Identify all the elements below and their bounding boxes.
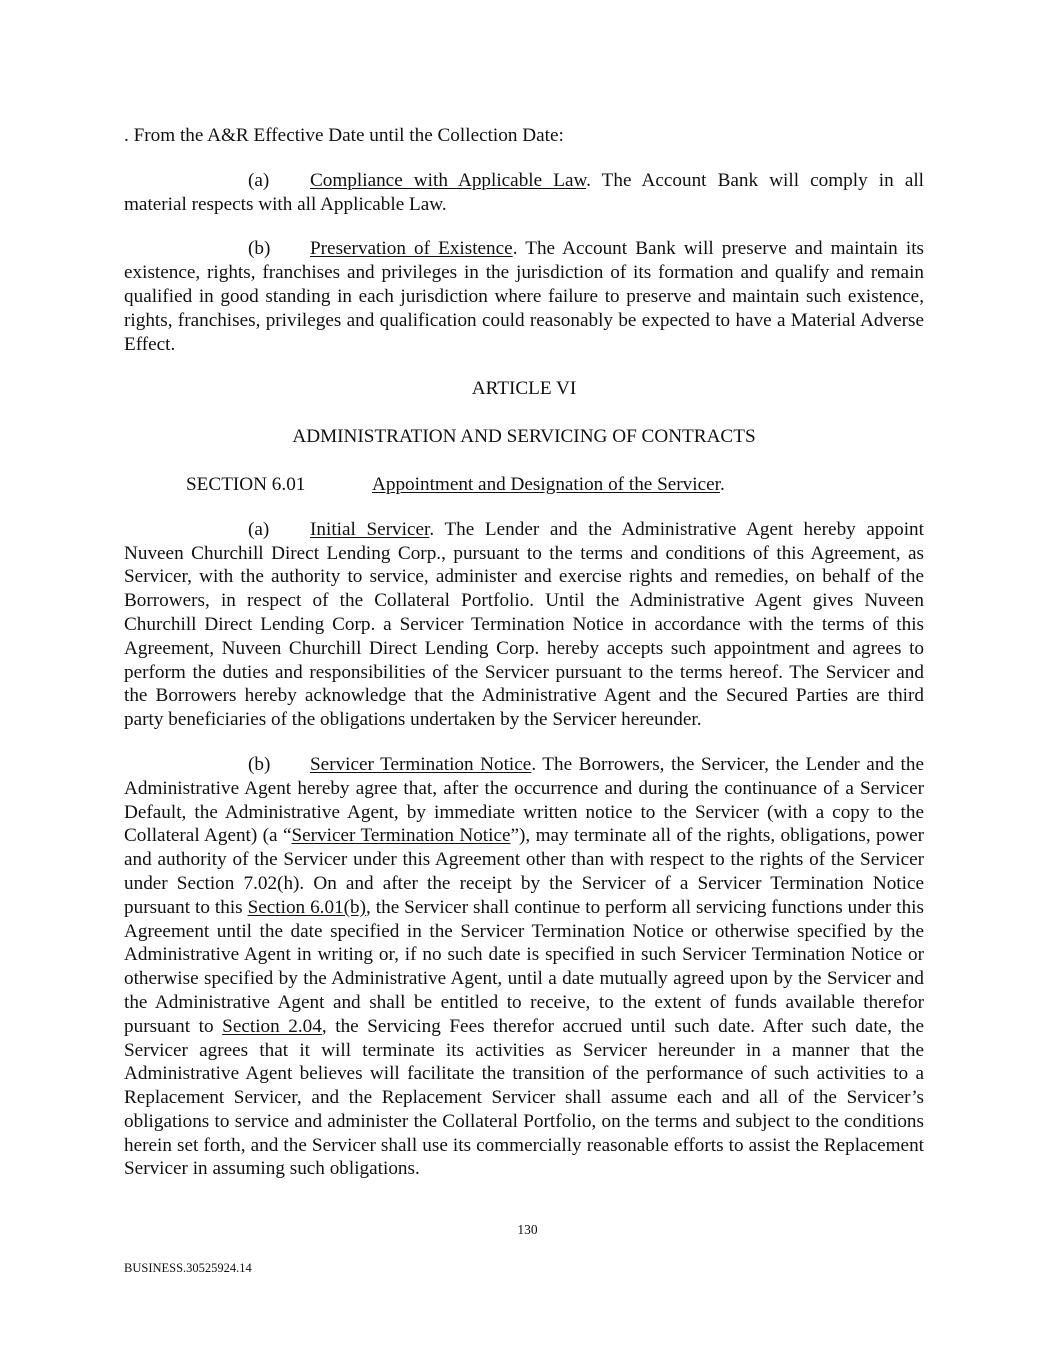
cross-reference: Section 6.01(b) <box>247 896 367 918</box>
defined-term: Servicer Termination Notice <box>291 825 511 847</box>
clause-label: (a) <box>248 169 270 191</box>
intro-line: . From the A&R Effective Date until the Collection Date: <box>124 125 564 146</box>
clause-text: , the Servicer shall continue to perform all servicing functions under this Agreement until the date specified in the Servicer Termination Notice or otherwise specified by the Administrative Agent in writing or, if no such date is specified in such Servicer Termination Notice or otherwise specified by the Administrative Agent, until a date mutually agreed upon by the Servicer and the Administrative Agent and shall be entitled to receive, to the extent of funds available therefor pursuant to <box>124 896 924 1037</box>
clause-6-a <box>124 518 924 732</box>
page-number: 130 <box>517 1222 538 1237</box>
clause-text: . The Account Bank will preserve and maintain its existence, rights, franchises and privileges in the jurisdiction of its formation and qualify and remain qualified in good standing in each jurisdiction where failure to preserve and maintain such existence, rights, franchises, privileges and qualification could reasonably be expected to have a Material Adverse Effect. <box>124 238 925 355</box>
clause-heading: Servicer Termination Notice <box>310 753 532 775</box>
clause-text: . The Borrowers, the Servicer, the Lender and the Administrative Agent hereby agree that, after the occurrence and during the continuance of a Servicer Default, the Administrative Agent, by immediate written notice to the Servicer (with a copy to the Collateral Agent) (a “ <box>124 753 924 847</box>
article-title: ADMINISTRATION AND SERVICING OF CONTRACTS <box>292 426 756 448</box>
clause-label: (a) <box>248 518 270 540</box>
section-title: Appointment and Designation of the Servicer <box>372 473 720 495</box>
clause-5-a <box>124 169 924 217</box>
clause-text: . The Lender and the Administrative Agent hereby appoint Nuveen Churchill Direct Lending Corp., pursuant to the terms and conditions of this Agreement, as Servicer, with the authority to service, administer and exercise rights and remedies, on behalf of the Borrowers, in respect of the Collateral Portfolio. Until the Administrative Agent gives Nuveen Churchill Direct Lending Corp. a Servicer Termination Notice in accordance with the terms of this Agreement, Nuveen Churchill Direct Lending Corp. hereby accepts such appointment and agrees to perform the duties and responsibilities of the Servicer pursuant to the terms hereof. The Servicer and the Borrowers hereby acknowledge that the Administrative Agent and the Secured Parties are third party beneficiaries of the obligations undertaken by the Servicer hereunder. <box>124 518 924 731</box>
section-title-suffix: . <box>719 473 725 495</box>
clause-heading: Initial Servicer <box>310 518 430 540</box>
clause-label: (b) <box>248 238 271 260</box>
clause-heading: Preservation of Existence <box>310 238 513 260</box>
section-heading <box>124 473 924 497</box>
document-page <box>124 124 924 1202</box>
clause-5-b <box>124 237 924 356</box>
document-id: BUSINESS.30525924.14 <box>124 1261 252 1275</box>
clause-label: (b) <box>248 753 271 775</box>
cross-reference: Section 2.04 <box>222 1015 322 1037</box>
clause-text: , the Servicing Fees therefor accrued until such date. After such date, the Servicer agrees that it will terminate its activities as Servicer hereunder in a manner that the Administrative Agent believes will facilitate the transition of the performance of such activities to a Replacement Servicer, and the Replacement Servicer shall assume each and all of the Servicer’s obligations to service and administer the Collateral Portfolio, on the terms and subject to the conditions herein set forth, and the Servicer shall use its commercially reasonable efforts to assist the Replacement Servicer in assuming such obligations. <box>124 1015 924 1180</box>
clause-text: . The Account Bank will comply in all material respects with all Applicable Law. <box>124 169 925 215</box>
section-number: SECTION 6.01 <box>186 473 306 495</box>
clause-6-b <box>124 753 924 1181</box>
clause-heading: Compliance with Applicable Law <box>310 169 587 191</box>
clause-text: ”), may terminate all of the rights, obligations, power and authority of the Servicer under this Agreement other than with respect to the rights of the Servicer under Section 7.02(h). On and after the receipt by the Servicer of a Servicer Termination Notice pursuant to this <box>124 825 924 918</box>
article-number: ARTICLE VI <box>471 378 577 400</box>
